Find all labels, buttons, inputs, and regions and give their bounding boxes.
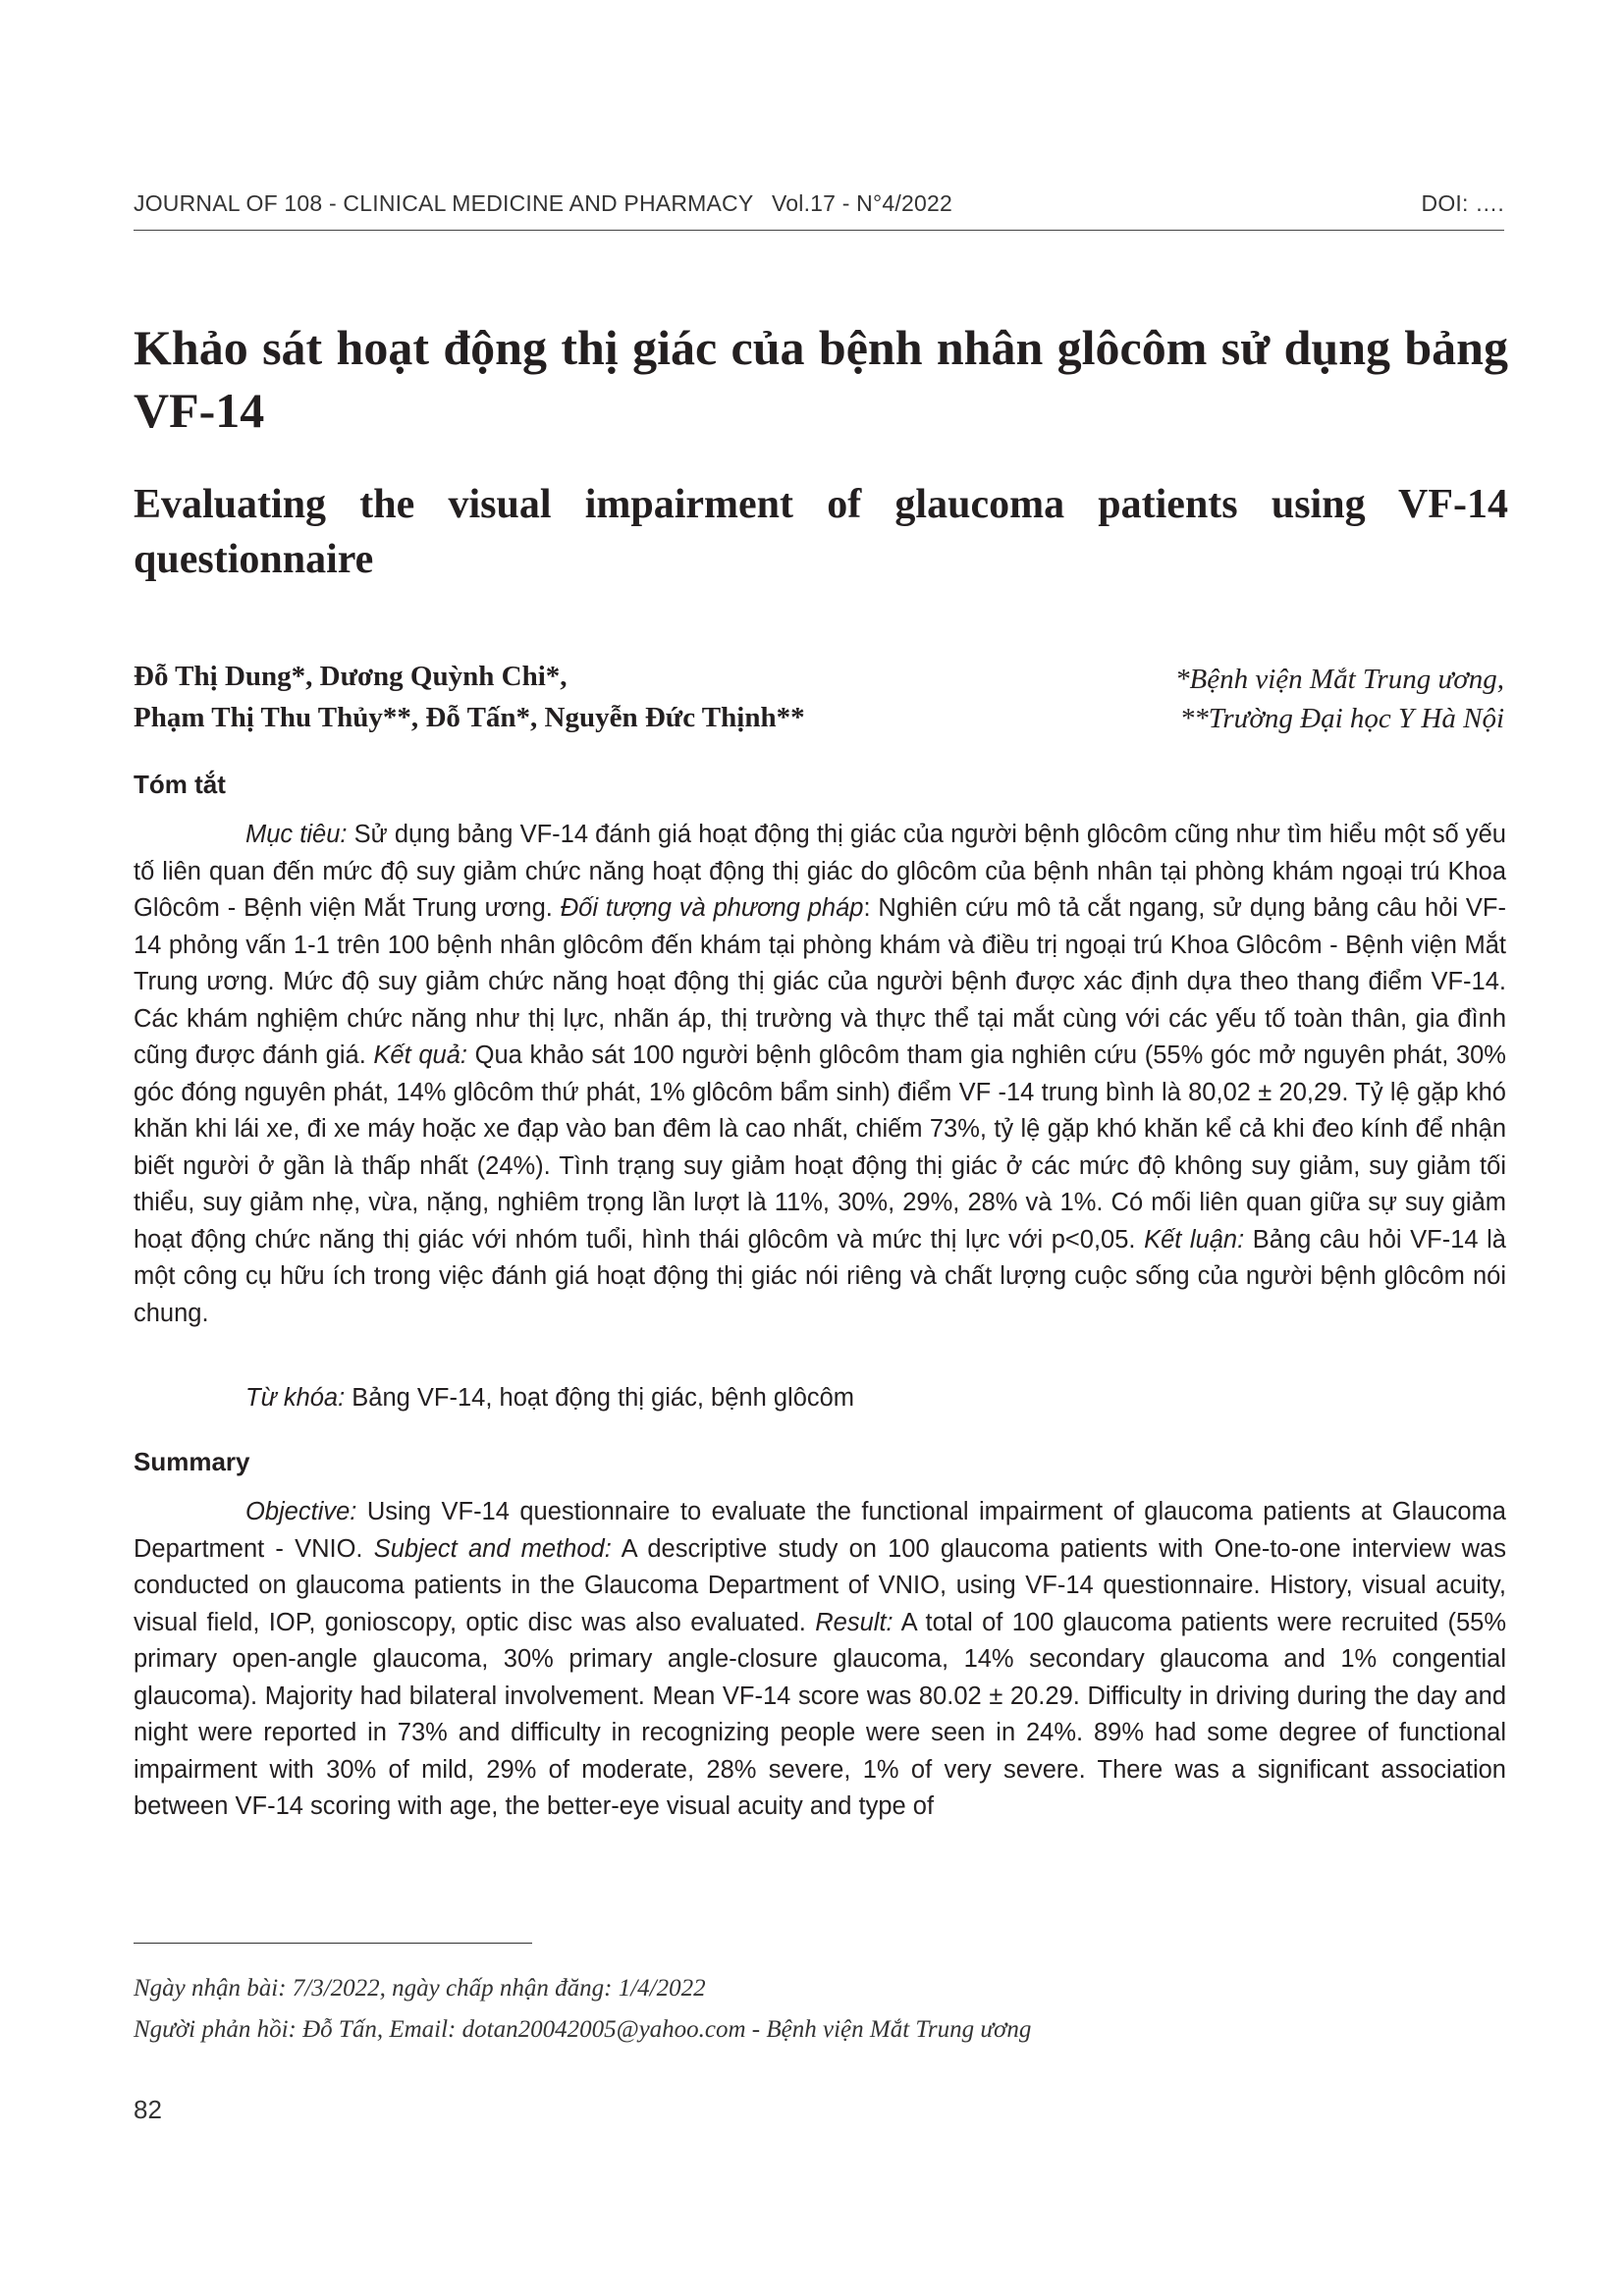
method-text: : Nghiên cứu mô tả cắt ngang, sử dụng bảng câu hỏi VF-14 phỏng vấn 1-1 trên 100 bệnh nhân glôcôm đến khám tại phòng khám và điều trị ngoại trú Khoa Glôcôm - Bệnh viện Mắt Trung ương. Mức độ suy giảm chức năng hoạt động thị giác của người bệnh được xác định dựa theo thang điểm VF-14. Các khám nghiệm chức năng như thị lực, nhãn áp, thị trường và thực thể tại mắt cùng với các yếu tố toàn thân, gia đình cũng được đánh giá. bbox=[134, 894, 1507, 1069]
affiliation-line-2: **Trường Đại học Y Hà Nội bbox=[1179, 703, 1504, 734]
journal-volume: Vol.17 - N°4/2022 bbox=[772, 190, 952, 216]
corresponding-author-footnote: Người phản hồi: Đỗ Tấn, Email: dotan20042005@yahoo.com - Bệnh viện Mắt Trung ương bbox=[134, 2016, 1032, 2043]
author-line-2: Phạm Thị Thu Thủy**, Đỗ Tấn*, Nguyễn Đức Thịnh** bbox=[134, 702, 805, 733]
abstract-vi-body bbox=[134, 817, 1506, 1332]
objective-text-en: Using VF-14 questionnaire to evaluate the functional impairment of glaucoma patients at Glaucoma Department - VNIO. bbox=[134, 1498, 1506, 1563]
running-header bbox=[134, 190, 1504, 224]
doi-label: DOI: …. bbox=[1421, 190, 1504, 216]
abstract-vi-heading: Tóm tắt bbox=[134, 770, 226, 799]
keywords-vi bbox=[134, 1380, 1506, 1417]
conclusion-text: Bảng câu hỏi VF-14 là một công cụ hữu ích trong việc đánh giá hoạt động thị giác nói riêng và chất lượng cuộc sống của người bệnh glôcôm nói chung. bbox=[134, 1225, 1506, 1327]
header-divider bbox=[134, 230, 1504, 231]
method-text-en: A descriptive study on 100 glaucoma patients with One-to-one interview was conducted on glaucoma patients in the Glaucoma Department of VNIO, using VF-14 questionnaire. History, visual acuity, visual field, IOP, gonioscopy, optic disc was also evaluated. bbox=[134, 1534, 1506, 1636]
abstract-en-heading: Summary bbox=[134, 1447, 250, 1476]
title-vietnamese: Khảo sát hoạt động thị giác của bệnh nhân glôcôm sử dụng bảng VF-14 bbox=[134, 320, 1508, 438]
affiliation-line-1: *Bệnh viện Mắt Trung ương, bbox=[1175, 664, 1504, 695]
result-label-en: Result: bbox=[815, 1608, 893, 1636]
keywords-text: Bảng VF-14, hoạt động thị giác, bệnh glôcôm bbox=[345, 1384, 855, 1412]
objective-text: Sử dụng bảng VF-14 đánh giá hoạt động thị giác của người bệnh glôcôm cũng như tìm hiểu một số yếu tố liên quan đến mức độ suy giảm chức năng hoạt động thị giác do glôcôm của bệnh nhân tại phòng khám ngoại trú Khoa Glôcôm - Bệnh viện Mắt Trung ương. bbox=[134, 821, 1506, 922]
author-line-1: Đỗ Thị Dung*, Dương Quỳnh Chi*, bbox=[134, 661, 568, 692]
affiliation-list bbox=[915, 660, 1504, 738]
method-label-en: Subject and method: bbox=[373, 1534, 612, 1563]
objective-label: Mục tiêu: bbox=[245, 821, 348, 848]
title-english: Evaluating the visual impairment of glaucoma patients using VF-14 questionnaire bbox=[134, 482, 1508, 582]
journal-name: JOURNAL OF 108 - CLINICAL MEDICINE AND PHARMACY bbox=[134, 190, 754, 216]
method-label: Đối tượng và phương pháp bbox=[560, 894, 864, 922]
page-number: 82 bbox=[134, 2095, 162, 2124]
result-label: Kết quả: bbox=[373, 1041, 467, 1069]
received-date-footnote: Ngày nhận bài: 7/3/2022, ngày chấp nhận đăng: 1/4/2022 bbox=[134, 1975, 706, 2002]
conclusion-label: Kết luận: bbox=[1144, 1225, 1245, 1254]
abstract-en-body bbox=[134, 1494, 1506, 1826]
footnote-divider bbox=[134, 1943, 532, 1944]
author-list bbox=[134, 656, 1017, 738]
objective-label-en: Objective: bbox=[245, 1498, 357, 1525]
result-text: Qua khảo sát 100 người bệnh glôcôm tham gia nghiên cứu (55% góc mở nguyên phát, 30% góc đóng nguyên phát, 14% glôcôm thứ phát, 1% glôcôm bẩm sinh) điểm VF -14 trung bình là 80,02 ± 20,29. Tỷ lệ gặp khó khăn khi lái xe, đi xe máy hoặc xe đạp vào ban đêm là cao nhất, chiếm 73%, tỷ lệ gặp khó khăn kể cả khi đeo kính để nhận biết người ở gần là thấp nhất (24%). Tình trạng suy giảm hoạt động thị giác ở các mức độ không suy giảm, suy giảm tối thiểu, suy giảm nhẹ, vừa, nặng, nghiêm trọng lần lượt là 11%, 30%, 29%, 28% và 1%. Có mối liên quan giữa sự suy giảm hoạt động chức năng thị giác với nhóm tuổi, hình thái glôcôm và mức thị lực với p<0,05. bbox=[134, 1041, 1506, 1254]
keywords-label: Từ khóa: bbox=[245, 1384, 346, 1412]
result-text-en: A total of 100 glaucoma patients were recruited (55% primary open-angle glaucoma, 30% primary angle-closure glaucoma, 14% secondary glaucoma and 1% congential glaucoma). Majority had bilateral involvement. Mean VF-14 score was 80.02 ± 20.29. Difficulty in driving during the day and night were reported in 73% and difficulty in recognizing people were seen in 24%. 89% had some degree of functional impairment with 30% of mild, 29% of moderate, 28% severe, 1% of very severe. There was a significant association between VF-14 scoring with age, the better-eye visual acuity and type of bbox=[134, 1608, 1506, 1820]
